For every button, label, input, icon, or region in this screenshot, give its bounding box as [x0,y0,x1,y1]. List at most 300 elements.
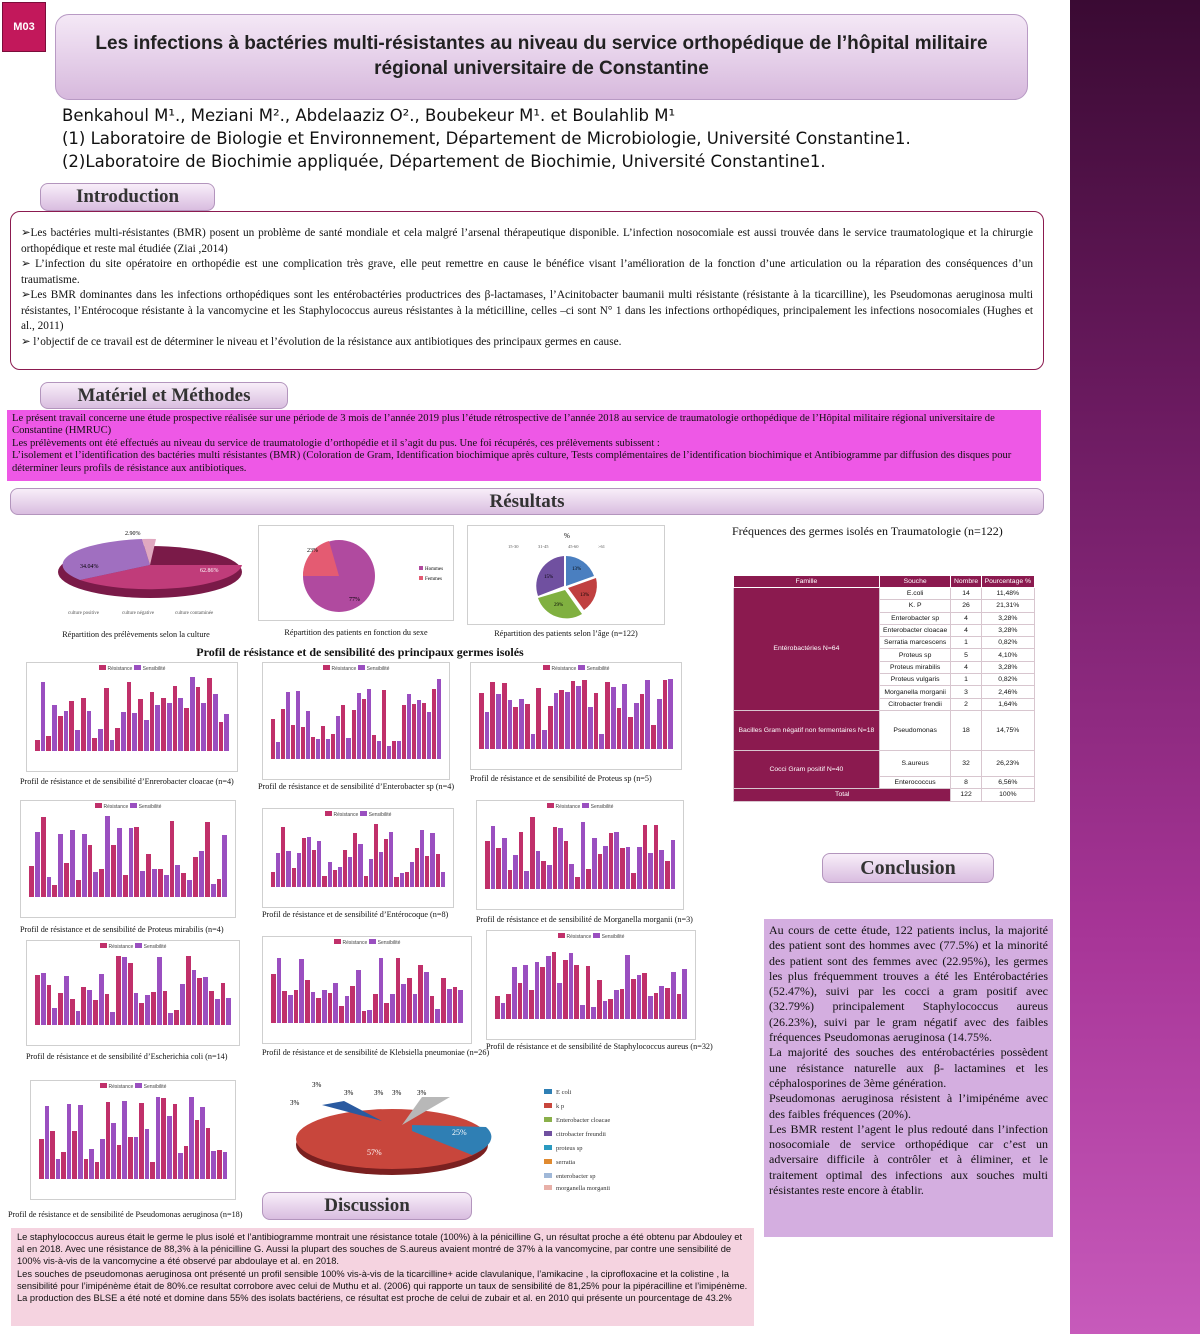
profile-section-title: Profil de résistance et de sensibilité des principaux germes isolés [196,645,524,659]
profile-bar [336,716,340,759]
pie-label: 2.90% [125,531,141,537]
profile-bar [643,825,648,889]
legend-swatch-sensibilite [360,811,367,816]
profile-bar [116,956,121,1025]
chart-caption: Profil de résistance et de sensibilité de Klebsiella pneumoniae (n=26) [262,1048,490,1057]
cell: Serratia marcescens [879,637,951,649]
profile-bar [193,857,198,897]
profile-bar [634,703,639,749]
profile-bar [150,1162,155,1179]
profile-bar [548,706,553,749]
profile-bar [412,704,416,759]
cell: 5 [951,649,981,661]
profile-bar [659,986,664,1019]
profile-bar [209,991,214,1025]
profile-bar [138,699,143,751]
profile-bar [192,970,197,1025]
profile-bar [92,738,97,751]
profile-bar [586,869,591,889]
profile-bar [215,999,220,1025]
profile-bar [541,861,546,889]
profile-bar [435,1009,440,1023]
profile-bar [339,1006,344,1023]
profile-bar [152,869,157,897]
profile-bar [201,703,206,751]
profile-bar [640,694,645,749]
profile-bar [496,848,501,889]
profile-bar [508,700,513,749]
profile-bar [663,680,668,749]
profile-bar [111,1123,116,1179]
profile-bar [145,1129,150,1179]
profile-bar [305,980,310,1023]
profile-bar [490,682,495,749]
profile-bar [668,679,673,749]
cell: 1 [951,674,981,686]
profile-bar [322,990,327,1023]
pie-legend: culture négative [122,611,155,616]
bar-group [271,823,445,887]
profile-bar [356,970,361,1023]
chart-caption: Profil de résistance et de sensibilité de Staphylococcus aureus (n=32) [486,1042,713,1051]
profile-bar [163,991,168,1025]
discussion-paragraph: La production des BLSE a été noté et domine dans 55% des isolats bactériens, ce résultat est proche de celui de zubair et al. en 2010 qui présente un pourcentage de 43.2% [17,1293,732,1304]
profile-bar [291,725,295,759]
legend-swatch-resistance [100,1083,107,1088]
profile-bar [122,1101,127,1179]
profile-bar [296,691,300,759]
profile-bar [427,712,431,759]
profile-bar [350,986,355,1023]
profile-bar [591,1007,596,1019]
profile-bar [569,953,574,1019]
legend-label: Sensibilité [590,804,614,810]
profile-bar [306,711,310,759]
conclusion-paragraph: Au cours de cette étude, 122 patients inclus, la majorité des patient sont des hommes avec (77.5%) et la minorité des patient sont des femmes avec (22.95%), les germes les plus fréquemment trouves a été les Entérobactéries (52.47%), suivi par les cocci a gram positif avec (32.79%) principalement Staphylococcus aureus (26.23%), suivi par le gram négatif avec des faibles fréquences Pseudomonas aeruginosa (14.75%. [769,923,1048,1045]
profile-bar [631,979,636,1019]
cell: 14 [951,588,981,600]
table-row [734,710,1035,750]
profile-bar [297,853,301,887]
profile-bar [156,1097,161,1179]
legend-label: Résistance [107,666,134,672]
profile-bar [173,1104,178,1179]
profile-bar [665,861,670,889]
profile-bar [223,1152,228,1179]
profile-bar [277,958,282,1023]
profile-bar [302,838,306,887]
intro-paragraph: ➢ l’objectif de ce travail est de déterminer le niveau et l’évolution de la résistance aux antibiotiques des principaux germes en cause. [21,335,622,348]
profile-bar [651,725,656,749]
profile-bar [536,851,541,889]
profile-bar [648,853,653,889]
profile-bar [328,993,333,1023]
profile-bar [540,967,545,1019]
pie-label: 25% [452,1128,467,1137]
table-row [734,750,1035,776]
profile-bar [372,735,376,759]
profile-bar [326,739,330,759]
profile-bar [173,686,178,751]
profile-bar [64,863,69,897]
pie-legend: 15-30 [508,544,519,549]
legend-label: Résistance [108,1084,135,1090]
profile-bar [402,705,406,759]
profile-bar [111,845,116,897]
cell: Pseudomonas [879,710,951,750]
profile-bar [144,720,149,751]
profile-bar [311,737,315,759]
age-pie-chart [467,525,665,625]
profile-bar [67,1104,72,1179]
cell: 0,82% [981,674,1034,686]
table-header: Nombre [951,576,981,588]
profile-bar [485,841,490,889]
profile-bar [645,680,650,749]
bar-group [35,955,231,1025]
profile-bar [343,850,347,887]
profile-bar [89,1149,94,1179]
profile-bar [352,710,356,759]
introduction-heading: Introduction [40,183,215,211]
pie-legend: Enterobacter cloacae [556,1117,611,1124]
legend-swatch-sensibilite [135,943,142,948]
profile-bar [146,854,151,897]
bar-group [29,815,227,897]
profile-bar [307,837,311,887]
profile-bar [205,822,210,897]
profile-bar [76,1011,81,1025]
profile-bar [189,1097,194,1179]
profile-bar [174,1010,179,1025]
authors-block [62,104,1022,173]
profile-bar [226,998,231,1025]
profile-bar [219,722,224,751]
legend-swatch-sensibilite [593,933,600,938]
profile-bar [100,1139,105,1179]
profile-bar [145,995,150,1025]
cell: Morganella morganii [879,686,951,698]
profile-bar [594,693,599,749]
profile-bar [345,996,350,1023]
profile-bar [128,963,133,1025]
profile-bar [199,851,204,897]
chart-legend [263,939,471,946]
profile-bar [617,708,622,749]
profile-bar [620,989,625,1019]
legend-swatch-resistance [325,811,332,816]
profile-bar [625,955,630,1019]
profile-bar [642,973,647,1019]
profile-bar [170,821,175,897]
profile-bar [546,956,551,1019]
pie-label: 3% [312,1081,322,1089]
profile-bar [525,704,530,749]
pie-label: 3% [290,1099,300,1107]
bar-group [271,951,463,1023]
profile-bar [424,972,429,1023]
cell: 4 [951,624,981,636]
chart-caption: Profil de résistance et de sensibilité de Morganella morganii (n=3) [476,915,693,924]
profile-bar [405,872,409,887]
profile-bar [64,976,69,1025]
profile-bar [453,987,458,1023]
profile-bar [599,734,604,749]
profile-bar [611,687,616,749]
profile-bar [190,677,195,751]
profile-bar [175,865,180,897]
caption-age: Répartition des patients selon l’âge (n=122) [494,629,638,638]
resistance-profile-chart [26,940,240,1046]
profile-bar [75,730,80,752]
pie-label: 29% [554,603,564,608]
legend-label: Sensibilité [138,804,162,810]
profile-bar [353,833,357,887]
profile-bar [157,957,162,1025]
cell: Proteus sp [879,649,951,661]
profile-bar [430,996,435,1023]
bar-group [271,677,441,759]
legend-label: Résistance [566,934,593,940]
author-list: Benkahoul M¹., Meziani M²., Abdelaaziz O²., Boubekeur M¹. et Boulahlib M¹ [62,106,676,125]
profile-bar [158,869,163,897]
profile-bar [614,832,619,890]
cell: 14,75% [981,710,1034,750]
pie-label: 15% [544,575,554,580]
profile-bar [563,960,568,1019]
legend-label: Sensibilité [377,940,401,946]
cell: 4 [951,612,981,624]
cell: 26 [951,600,981,612]
profile-bar [78,1105,83,1179]
profile-bar [357,693,361,759]
profile-bar [93,1000,98,1025]
cell: 3 [951,686,981,698]
profile-bar [110,740,115,751]
cell: 1,64% [981,698,1034,710]
cell: 2 [951,698,981,710]
legend-label: Sensibilité [142,666,166,672]
chart-caption: Profil de résistance et de sensibilité de Proteus sp (n=5) [470,774,652,783]
results-heading: Résultats [10,488,1044,515]
profile-bar [622,684,627,749]
cell: 0,82% [981,637,1034,649]
profile-bar [123,875,128,897]
poster-title: Les infections à bactéries multi-résistantes au niveau du service orthopédique de l’hôpital militaire régional universitaire de Constantine [55,14,1028,100]
profile-bar [87,711,92,751]
profile-bar [519,832,524,889]
profile-bar [530,817,535,889]
profile-bar [333,983,338,1023]
profile-bar [168,1013,173,1025]
methods-text [7,410,1041,481]
frequency-table-title: Fréquences des germes isolés en Traumatologie (n=122) [732,524,1003,538]
caption-pseudomonas: Profil de résistance et de sensibilité de Pseudomonas aeruginosa (n=18) [8,1210,243,1219]
profile-bar [682,969,687,1019]
profile-bar [542,730,547,749]
profile-bar [397,741,401,759]
cell: Proteus vulgaris [879,674,951,686]
profile-bar [105,816,110,897]
profile-bar [588,707,593,749]
profile-bar [418,965,423,1023]
profile-bar [495,996,500,1019]
profile-bar [364,876,368,887]
profile-bar [458,990,463,1023]
pie-label: 62.86% [200,568,219,574]
profile-bar [524,871,529,889]
profile-bar [286,692,290,759]
profile-bar [41,973,46,1025]
profile-bar [582,680,587,749]
profile-bar [592,838,597,889]
profile-bar [605,682,610,749]
resistance-profile-chart [470,662,682,770]
profile-bar [52,1008,57,1025]
pie-label: 3% [392,1089,402,1097]
profile-bar [437,679,441,759]
profile-bar [276,742,280,759]
profile-bar [346,738,350,759]
profile-bar [61,1152,66,1179]
profile-bar [95,1162,100,1179]
profile-bar [603,846,608,889]
profile-bar [52,885,57,897]
resistance-profile-chart [20,800,236,918]
profile-bar [382,690,386,759]
profile-bar [221,983,226,1025]
chart-legend [263,811,453,818]
profile-bar [379,852,383,887]
bar-group [35,677,229,751]
profile-bar [508,870,513,889]
profile-bar [657,699,662,749]
pie-legend: E coli [556,1089,572,1096]
profile-bar [117,1145,122,1179]
profile-bar [665,988,670,1019]
profile-bar [56,1159,61,1179]
profile-bar [207,678,212,751]
pie-legend: Hommes [425,567,444,572]
profile-bar [559,690,564,749]
profile-bar [70,830,75,897]
cell: 4 [951,661,981,673]
profile-bar [659,850,664,889]
profile-bar [333,870,337,887]
profile-bar [574,965,579,1019]
profile-bar [565,692,570,749]
profile-bar [396,958,401,1023]
profile-bar [586,966,591,1019]
resistance-profile-chart [262,936,472,1044]
profile-bar [178,698,183,751]
profile-bar [331,734,335,759]
table-row [734,789,1035,801]
profile-bar [513,707,518,749]
profile-bar [321,726,325,759]
profile-bar [501,1003,506,1019]
profile-bar [654,993,659,1019]
legend-label: Sensibilité [368,812,392,818]
profile-bar [401,984,406,1023]
profile-bar [151,992,156,1025]
profile-bar [213,694,218,751]
profile-bar [217,879,222,897]
profile-bar [115,728,120,751]
profile-bar [580,1005,585,1019]
profile-bar [311,992,316,1023]
legend-label: Résistance [333,812,360,818]
legend-label: Sensibilité [601,934,625,940]
bar-group [39,1095,227,1179]
legend-swatch-resistance [547,803,554,808]
profile-bar [180,984,185,1025]
legend-swatch-sensibilite [582,803,589,808]
legend-swatch-sensibilite [130,803,137,808]
profile-bar [553,827,558,889]
legend-label: Résistance [342,940,369,946]
profile-bar [496,694,501,749]
profile-bar [301,727,305,759]
profile-bar [281,827,285,887]
cell: Enterococcus [879,776,951,788]
profile-bar [338,867,342,887]
total-cell: Total [734,789,951,801]
legend-swatch-sensibilite [578,665,585,670]
pie-label: 23% [307,548,318,554]
profile-bar [299,959,304,1023]
sex-pie-chart [258,525,454,621]
intro-paragraph: ➢Les bactéries multi-résistantes (BMR) posent un problème de santé mondiale et cela malgré l’arsenal thérapeutique disponible. L’infection nosocomiale est aussi trouvée dans le service traumatologique et la chirurgie orthopédique et reste mal étudiée (Ziai ,2014) [21,227,1033,255]
profile-bar [167,1116,172,1179]
profile-bar [479,693,484,749]
profile-bar [161,1098,166,1179]
pie-legend: citrobacter freundii [556,1131,606,1138]
pie-legend: k p [556,1103,565,1110]
profile-bar [93,872,98,897]
profile-bar [52,705,57,751]
profile-bar [105,994,110,1025]
pie-label: 34.04% [80,564,99,570]
chart-legend [263,665,449,672]
profile-bar [47,985,52,1025]
profile-bar [110,1012,115,1025]
legend-swatch-resistance [334,939,341,944]
legend-swatch-resistance [100,943,107,948]
chart-legend [487,933,695,940]
legend-label: Résistance [108,944,135,950]
profile-bar [506,994,511,1019]
cell: Proteus mirabilis [879,661,951,673]
table-header: Famille [734,576,880,588]
profile-bar [127,682,132,751]
profile-bar [415,848,419,887]
profile-bar [200,1107,205,1179]
cell: 11,48% [981,588,1034,600]
chart-legend [27,943,239,950]
profile-bar [447,989,452,1023]
family-cell: Cocci Gram positif N=40 [734,750,880,788]
profile-bar [281,709,285,759]
profile-bar [64,711,69,751]
profile-bar [441,872,445,887]
profile-bar [569,864,574,889]
discussion-heading: Discussion [262,1192,472,1220]
profile-bar [620,848,625,889]
cell: Citrobacter frendii [879,698,951,710]
profile-bar [195,1120,200,1179]
conclusion-text [764,919,1053,1237]
